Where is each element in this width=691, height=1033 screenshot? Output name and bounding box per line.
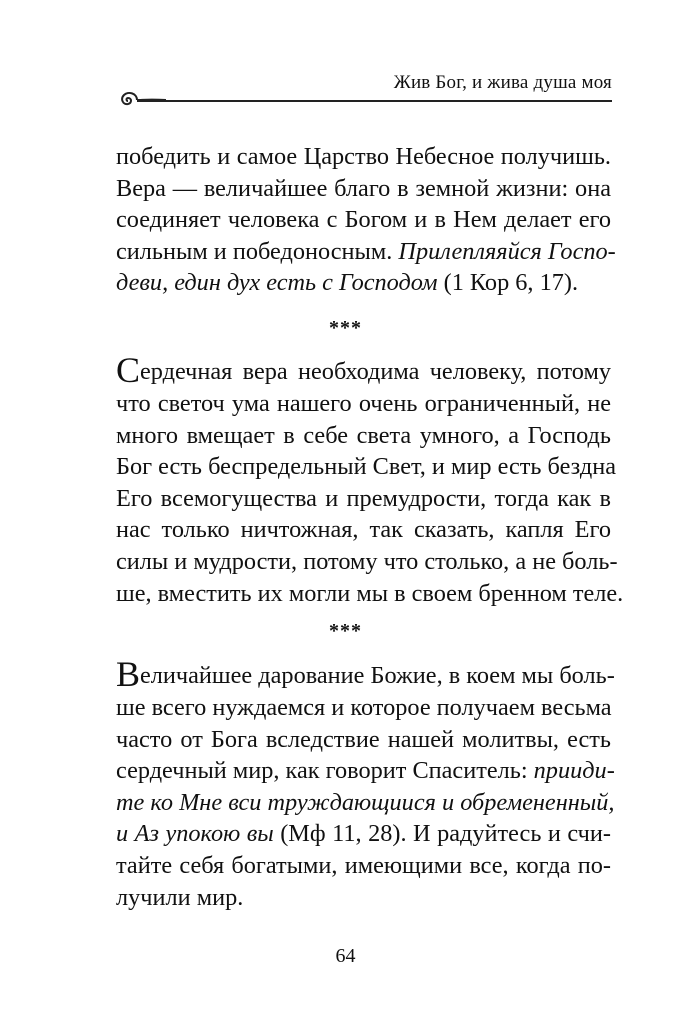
text-line xyxy=(116,451,616,483)
text-run: что светоч ума нашего очень ограниченный, не xyxy=(116,390,611,417)
italic-quote: те ко Мне вси труждающиися и обремененный, xyxy=(116,788,615,816)
text-line xyxy=(116,352,611,388)
text-line xyxy=(116,654,615,694)
text-line xyxy=(116,755,615,787)
text-run: (1 Кор 6, 17). xyxy=(437,269,579,297)
text-run: тайте себя богатыми, имеющими все, когда по- xyxy=(116,851,611,879)
text-line xyxy=(116,546,618,578)
text-line xyxy=(116,724,611,756)
paragraph-1 xyxy=(116,141,616,299)
text-line xyxy=(116,483,611,515)
italic-quote: прииди- xyxy=(533,757,615,785)
text-run: сердечный мир, как говорит Спаситель: xyxy=(116,757,534,785)
section-separator: *** xyxy=(329,317,362,339)
text-line xyxy=(116,850,611,882)
text-line xyxy=(116,236,616,268)
text-line xyxy=(116,787,615,819)
drop-cap: В xyxy=(116,654,141,694)
text-line xyxy=(116,173,611,205)
text-run: Его всемогущества и премудрости, тогда как в xyxy=(116,484,611,512)
text-line xyxy=(116,420,611,452)
text-line xyxy=(116,204,611,236)
header-rule xyxy=(137,100,612,102)
text-run: часто от Бога вследствие нашей молитвы, есть xyxy=(116,725,611,753)
text-line xyxy=(116,141,611,173)
text-run: (Мф 11, 28). И радуйтесь и счи- xyxy=(273,820,611,848)
text-line xyxy=(116,578,624,610)
running-title: Жив Бог, и жива душа моя xyxy=(393,72,612,93)
text-line xyxy=(116,818,611,850)
italic-quote: Прилепляяйся Госпо- xyxy=(398,237,616,265)
text-run: ердечная вера необходима человеку, потому xyxy=(140,358,611,385)
text-run: Вера — величайшее благо в земной жизни: она xyxy=(116,174,611,202)
text-run: нас только ничтожная, так сказать, капля Его xyxy=(116,516,611,544)
paragraph-3 xyxy=(116,654,615,913)
italic-quote: и Аз упокою вы xyxy=(116,820,274,848)
text-line xyxy=(116,514,611,546)
text-line xyxy=(116,388,611,420)
text-run: сильным и победоносным. xyxy=(116,237,399,265)
text-run: лучили мир. xyxy=(116,883,244,911)
text-run: победить и самое Царство Небесное получишь. xyxy=(116,143,611,170)
drop-cap: С xyxy=(116,350,141,390)
text-line xyxy=(116,267,611,299)
paragraph-2 xyxy=(116,350,624,609)
text-run: силы и мудрости, потому что столько, а не боль- xyxy=(116,547,618,575)
scroll-ornament-icon xyxy=(116,86,166,110)
text-line xyxy=(116,692,611,724)
section-separator: *** xyxy=(329,620,362,642)
text-run: ше, вместить их могли мы в своем бренном теле. xyxy=(116,579,624,607)
page-number: 64 xyxy=(335,945,356,967)
text-run: Бог есть беспредельный Свет, и мир есть бездна xyxy=(116,453,616,481)
text-run: много вмещает в себе света умного, а Господь xyxy=(116,421,611,449)
text-run: еличайшее дарование Божие, в коем мы боль- xyxy=(140,662,615,689)
text-line xyxy=(116,882,611,914)
text-run: ше всего нуждаемся и которое получаем весьма xyxy=(116,694,612,721)
text-run: соединяет человека с Богом и в Нем делает его xyxy=(116,206,611,234)
italic-quote: деви, един дух есть с Господом xyxy=(116,269,438,297)
